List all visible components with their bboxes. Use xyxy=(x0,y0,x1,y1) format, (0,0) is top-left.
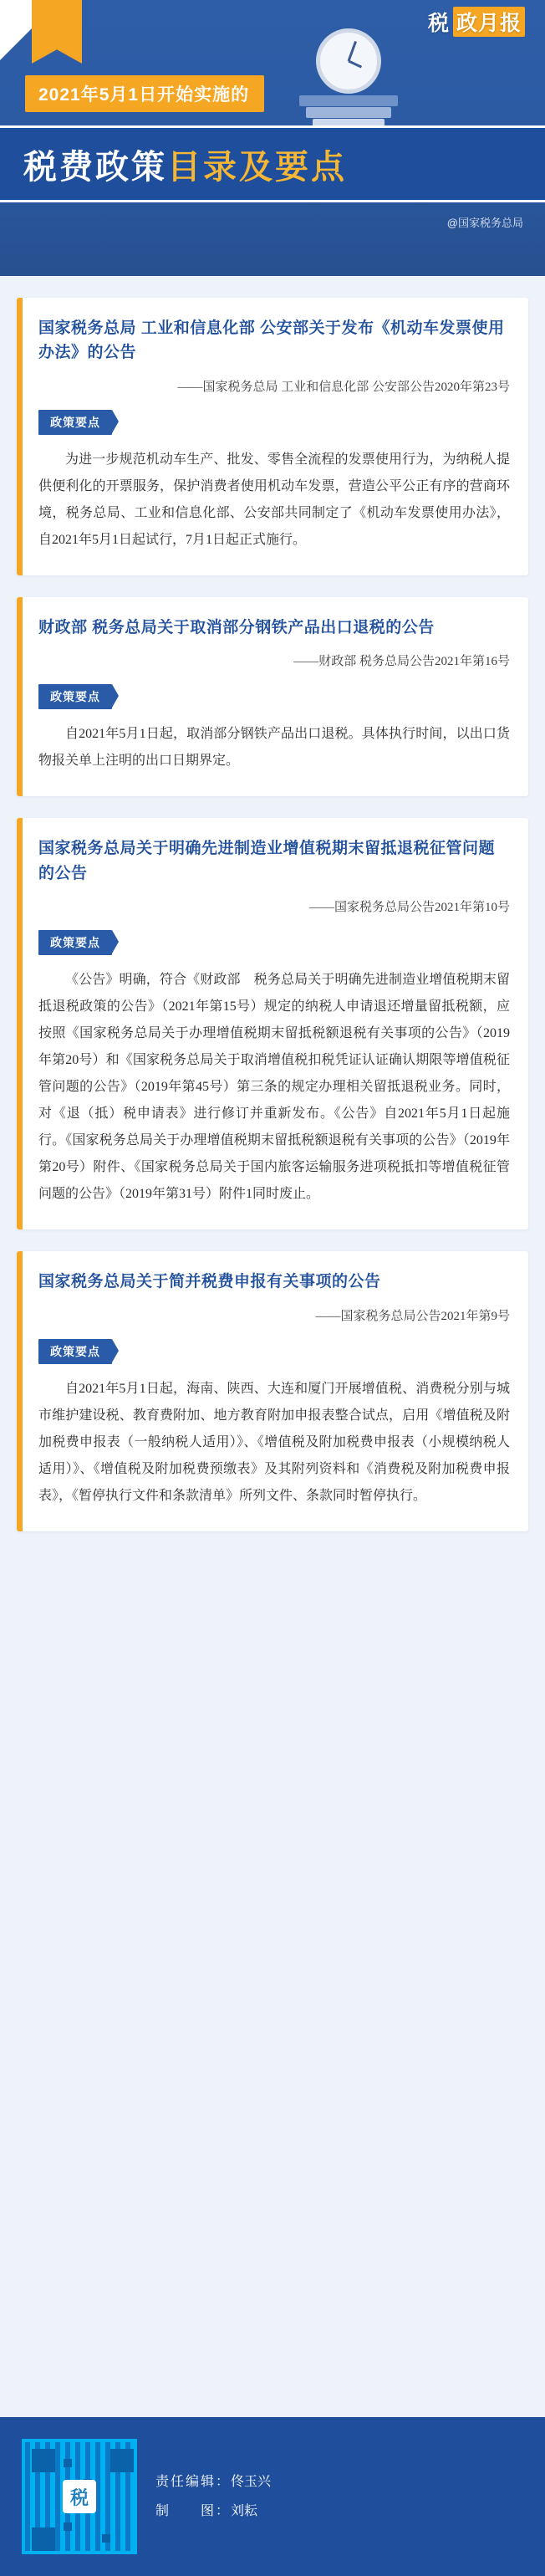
credit-row-designer xyxy=(155,2497,271,2526)
qr-code[interactable] xyxy=(22,2439,137,2554)
footer-credits xyxy=(155,2467,271,2526)
page-footer xyxy=(0,2417,545,2576)
policy-card xyxy=(17,298,528,575)
source-attribution: @国家税务总局 xyxy=(446,217,523,229)
page-title-main: 税费政策 xyxy=(23,148,167,186)
policy-title: 财政部 税务总局关于取消部分钢铁产品出口退税的公告 xyxy=(38,618,435,636)
credit-row-editor xyxy=(155,2467,271,2497)
page-header xyxy=(0,0,545,276)
brand-logo-box: 政月报 xyxy=(453,7,525,37)
policy-list xyxy=(0,276,545,2417)
policy-card xyxy=(17,1251,528,1531)
brand-logo-main: 税 xyxy=(427,12,450,35)
brand-logo xyxy=(428,7,525,37)
credit-value-editor: 佟玉兴 xyxy=(231,2474,272,2489)
policy-highlights-tag: 政策要点 xyxy=(38,410,112,435)
policy-document-number: ——国家税务总局 工业和信息化部 公安部公告2020年第23号 xyxy=(177,380,510,394)
credit-label-editor: 责任编辑： xyxy=(155,2474,232,2489)
policy-body: 自2021年5月1日起，海南、陕西、大连和厦门开展增值税、消费税分别与城市维护建设税、教育费附加、地方教育附加申报表整合试点，启用《增值税及附加税费申报表（一般纳税人适用）》、《增值税及附加税费申报表（小规模纳税人适用）》、《增值税及附加税费预缴表》及其附列资料和《消费税及附加税费申报表》，《暂停执行文件和条款清单》所列文件、条款同时暂停执行。 xyxy=(38,1381,510,1503)
policy-highlights-tag: 政策要点 xyxy=(38,684,112,709)
policy-highlights-tag: 政策要点 xyxy=(38,1339,112,1364)
qr-center-logo: 税 xyxy=(63,2480,96,2513)
policy-body: 为进一步规范机动车生产、批发、零售全流程的发票使用行为，为纳税人提供便利化的开票服务，保护消费者使用机动车发票，营造公平公正有序的营商环境，税务总局、工业和信息化部、公安部共同制定了《机动车发票使用办法》，自2021年5月1日起试行，7月1日起正式施行。 xyxy=(38,452,510,547)
policy-card xyxy=(17,818,528,1229)
page-title-accent: 目录及要点 xyxy=(167,148,347,186)
policy-card xyxy=(17,597,528,796)
policy-document-number: ——财政部 税务总局公告2021年第16号 xyxy=(293,655,510,669)
policy-title: 国家税务总局关于明确先进制造业增值税期末留抵退税征管问题的公告 xyxy=(38,840,496,882)
policy-body: 自2021年5月1日起，取消部分钢铁产品出口退税。具体执行时间，以出口货物报关单上注明的出口日期界定。 xyxy=(38,727,510,769)
policy-highlights-tag: 政策要点 xyxy=(38,930,112,955)
books-icon xyxy=(299,95,398,106)
policy-document-number: ——国家税务总局公告2021年第9号 xyxy=(315,1309,510,1323)
policy-document-number: ——国家税务总局公告2021年第10号 xyxy=(308,901,510,915)
header-subtitle: 2021年5月1日开始实施的 xyxy=(25,75,264,112)
credit-label-designer: 制 图： xyxy=(155,2504,232,2518)
book-layer-2 xyxy=(306,107,391,118)
clock-icon xyxy=(316,28,381,94)
policy-title: 国家税务总局 工业和信息化部 公安部关于发布《机动车发票使用办法》的公告 xyxy=(38,319,505,362)
policy-title: 国家税务总局关于简并税费申报有关事项的公告 xyxy=(38,1273,381,1291)
clock-books-decoration xyxy=(294,28,403,129)
credit-value-designer: 刘耘 xyxy=(231,2504,258,2518)
page-title xyxy=(0,125,545,202)
policy-body: 《公告》明确，符合《财政部 税务总局关于明确先进制造业增值税期末留抵退税政策的公告》（2021年第15号）规定的纳税人申请退还增量留抵税额，应按照《国家税务总局关于办理增值税期末留抵税额退税有关事项的公告》（2019年第20号）和《国家税务总局关于取消增值税扣税凭证认证确认期限等增值税征管问题的公告》（2019年第45号）第三条的规定办理相关留抵退税业务。同时，对《退（抵）税申请表》进行修订并重新发布。《公告》自2021年5月1日起施行。《国家税务总局关于办理增值税期末留抵税额退税有关事项的公告》（2019年第20号）附件、《国家税务总局关于国内旅客运输服务进项税抵扣等增值税征管问题的公告》（2019年第31号）附件1同时废止。 xyxy=(38,973,510,1202)
